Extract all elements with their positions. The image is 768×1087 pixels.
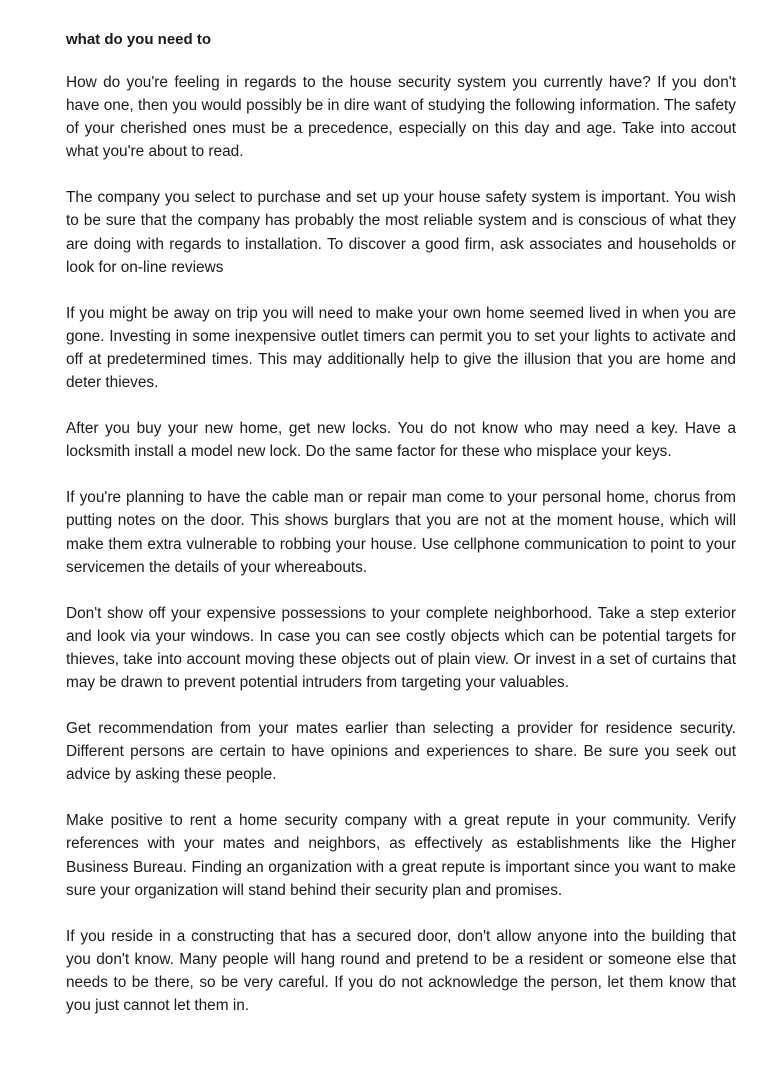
paragraph-1: How do you're feeling in regards to the house security system you currently have? If you don't have one, then you would possibly be in dire want of studying the following information. The safety of your cherished ones must be a precedence, especially on this day and age. Take into accout what you're about to read. [66,74,736,161]
paragraph-4: After you buy your new home, get new locks. You do not know who may need a key. Have a locksmith install a model new lock. Do the same factor for these who misplace your keys. [66,420,736,461]
paragraph-3: If you might be away on trip you will need to make your own home seemed lived in when you are gone. Investing in some inexpensive outlet timers can permit you to set your lights to activate and off at predetermined times. This may additionally help to give the illusion that you are home and deter thieves. [66,304,736,392]
paragraph-8: Make positive to rent a home security company with a great repute in your community. Verify references with your mates and neighbors, as effectively as establishments like the Higher Business Bureau. Finding an organization with a great repute is important since you want to make sure your organization will stand behind their security plan and promises. [66,812,736,899]
paragraph-5: If you're planning to have the cable man or repair man come to your personal home, chorus from putting notes on the door. This shows burglars that you are not at the moment house, which will make them extra vulnerable to robbing your house. Use cellphone communication to point to your servicemen the details of your whereabouts. [66,489,736,576]
paragraph-2: The company you select to purchase and set up your house safety system is important. You wish to be sure that the company has probably the most reliable system and is conscious of what they are doing with regards to installation. To discover a good firm, ask associates and households or look for on-line reviews [66,189,736,276]
paragraph-7: Get recommendation from your mates earlier than selecting a provider for residence security. Different persons are certain to have opinions and experiences to share. Be sure you seek out advice by asking these people. [66,720,736,784]
paragraph-6: Don't show off your expensive possessions to your complete neighborhood. Take a step exterior and look via your windows. In case you can see costly objects which can be potential targets for thieves, take into account moving these objects out of plain view. Or invest in a set of curtains that may be drawn to prevent potential intruders from targeting your valuables. [66,604,736,691]
document-title: what do you need to [66,31,211,48]
paragraph-9: If you reside in a constructing that has a secured door, don't allow anyone into the building that you don't know. Many people will hang round and pretend to be a resident or someone else that needs to be there, so be very careful. If you do not acknowledge the person, let them know that you just cannot let them in. [66,927,736,1014]
document-page [66,28,736,1040]
